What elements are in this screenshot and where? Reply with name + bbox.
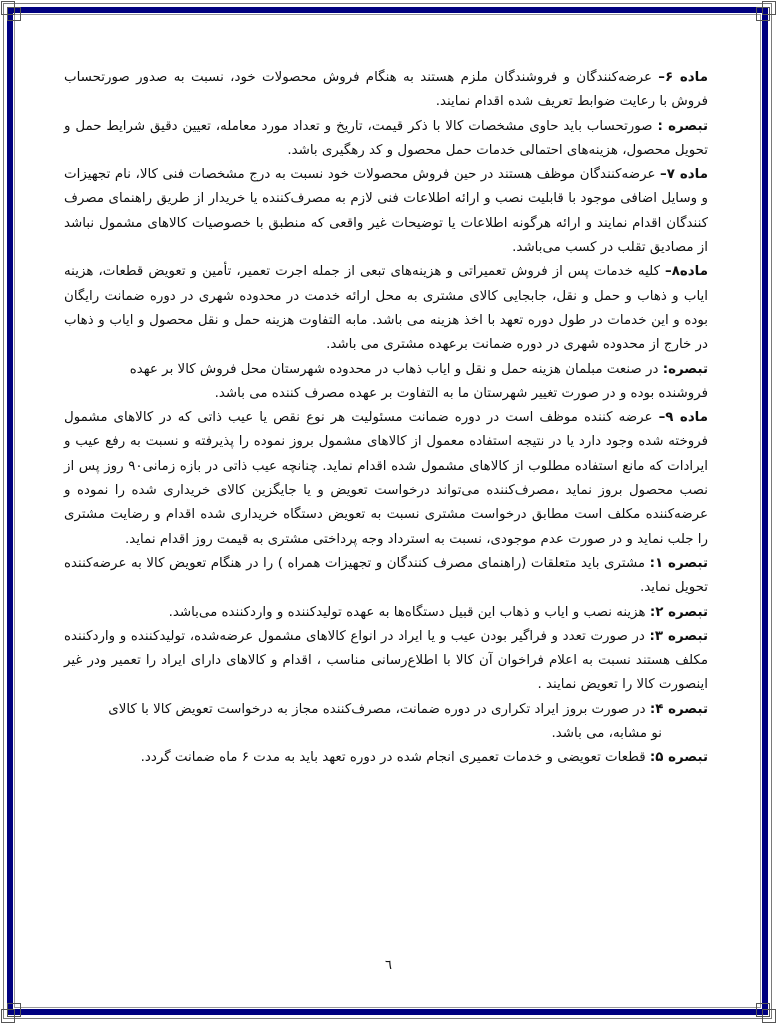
corner-ornament-bottom-left-inner <box>7 1003 21 1017</box>
corner-ornament-top-right-inner <box>756 7 770 21</box>
note-label: تبصره ۱: <box>649 555 708 571</box>
note-5 <box>64 746 708 770</box>
article-label: ماده ۷– <box>660 167 709 183</box>
note-label: تبصره ۲: <box>649 604 708 620</box>
note-label: تبصره ۴: <box>649 701 708 717</box>
note-text: در صورت بروز ایراد تکراری در دوره ضمانت، مصرف‌کننده مجاز به درخواست تعویض کالا با کالای <box>108 701 650 717</box>
note-2 <box>64 601 708 625</box>
note-label: تبصره: <box>662 361 708 377</box>
note-text: در صنعت مبلمان هزینه حمل و نقل و ایاب ذهاب در محدوده شهرستان محل فروش کالا بر عهده <box>129 361 663 377</box>
note-label: تبصره : <box>657 118 708 134</box>
article-text: عرضه کننده موظف است در دوره ضمانت مسئولیت هر نوع نقص یا عیب ذاتی که در کالاهای مشمول فروخته شده وجود دارد یا در نتیجه استفاده معمول از کالاهای مشمول بروز نموده را پذیرفته و نسبت به رفع عیب و ایرادات که مانع استفاده مطلوب از کالاهای مشمول شده اقدام نماید. چنانچه عیب ذاتی در بازه زمانی۹۰ روز پس از نصب محصول بروز نماید ،مصرف‌کننده می‌تواند درخواست تعویض و یا جایگزین کالای خریداری شده را نموده و عرضه‌کننده مکلف است مطابق درخواست مشتری نسبت به تعویض دستگاه خریداری شده اقدام و رضایت مشتری را جلب نماید و در صورت عدم موجودی، نسبت به استرداد وجه پرداختی مشتری به قیمت روز اقدام نماید. <box>64 410 708 547</box>
note-text: قطعات تعویضی و خدمات تعمیری انجام شده در دوره تعهد باید به مدت ۶ ماه ضمانت گردد. <box>140 750 650 766</box>
note-label: تبصره ۳: <box>649 628 708 644</box>
article-text: عرضه‌کنندگان و فروشندگان ملزم هستند به هنگام فروش محصولات خود، نسبت به صدور صورتحساب فروش با رعایت ضوابط تعریف شده اقدام نمایند. <box>64 70 708 110</box>
note-label: تبصره ۵: <box>649 750 708 766</box>
article-label: ماده ۹– <box>658 410 709 426</box>
note-text-continuation: فروشنده بوده و در صورت تغییر شهرستان ما به التفاوت بر عهده مصرف کننده می باشد. <box>214 385 708 401</box>
article-8 <box>64 260 708 357</box>
article-9 <box>64 406 708 552</box>
article-text: عرضه‌کنندگان موظف هستند در حین فروش محصولات خود نسبت به درج مشخصات فنی کالا، نام تجهیزات و وسایل اضافی موجود با قابلیت نصب و ارائه اطلاعات فنی لازم به مصرف‌کننده یا خریدار از طریق راهنمای مصرف کنندگان اقدام نمایند و ارائه هرگونه اطلاعات یا توضیحات غیر واقعی که منطبق با خصوصیات کالاهای مشمول نباشد از مصادیق تقلب در کسب می‌باشد. <box>64 167 708 256</box>
corner-ornament-top-left-inner <box>7 7 21 21</box>
article-label: ماده ۶– <box>658 70 708 85</box>
note-text: در صورت تعدد و فراگیر بودن عیب و یا ایراد در انواع کالاهای مشمول عرضه‌شده، تولیدکننده و واردکننده مکلف هستند نسبت به اعلام فراخوان آن کالا با اطلاع‌رسانی مناسب ، اقدام و کالاهای دارای ایراد را تعمیر ودر غیر اینصورت کالا را تعویض نمایند . <box>64 628 708 693</box>
article-text: کلیه خدمات پس از فروش تعمیراتی و هزینه‌های تبعی از جمله اجرت تعمیر، تأمین و تعویض قطعات، هزینه ایاب و ذهاب و حمل و نقل، جابجایی کالای مشتری به محل ارائه خدمت در محدوده شهری در دوره ضمانت رایگان بوده و این خدمات در طول دوره تعهد با اخذ هزینه می باشد. مابه التفاوت هزینه حمل و نقل محصول و ایاب و ذهاب در خارج از محدوده شهری در دوره ضمانت برعهده مشتری می باشد. <box>64 264 708 353</box>
article-7 <box>64 163 708 260</box>
note-3 <box>64 625 708 698</box>
page-number: ٦ <box>385 958 392 973</box>
note-text: هزینه نصب و ایاب و ذهاب این قبیل دستگاه‌ها به عهده تولیدکننده و واردکننده می‌باشد. <box>168 604 650 620</box>
article-label: ماده۸– <box>665 264 708 280</box>
note-text: صورتحساب باید حاوی مشخصات کالا با ذکر قیمت، تاریخ و تعداد مورد معامله، تعیین دقیق شرایط حمل و تحویل محصول، هزینه‌های احتمالی خدمات حمل محصول و کد رهگیری باشد. <box>64 118 708 158</box>
document-body <box>64 66 708 771</box>
corner-ornament-bottom-right-inner <box>756 1003 770 1017</box>
note-1 <box>64 552 708 601</box>
note-article-6 <box>64 115 708 164</box>
note-article-8 <box>64 358 708 407</box>
article-6 <box>64 66 708 115</box>
note-text: مشتری باید متعلقات (راهنمای مصرف کنندگان و تجهیزات همراه ) را در هنگام تعویض کالا به عرضه‌کننده تحویل نماید. <box>64 555 708 596</box>
note-text-continuation: نو مشابه، می باشد. <box>551 726 662 742</box>
note-4 <box>64 698 708 747</box>
